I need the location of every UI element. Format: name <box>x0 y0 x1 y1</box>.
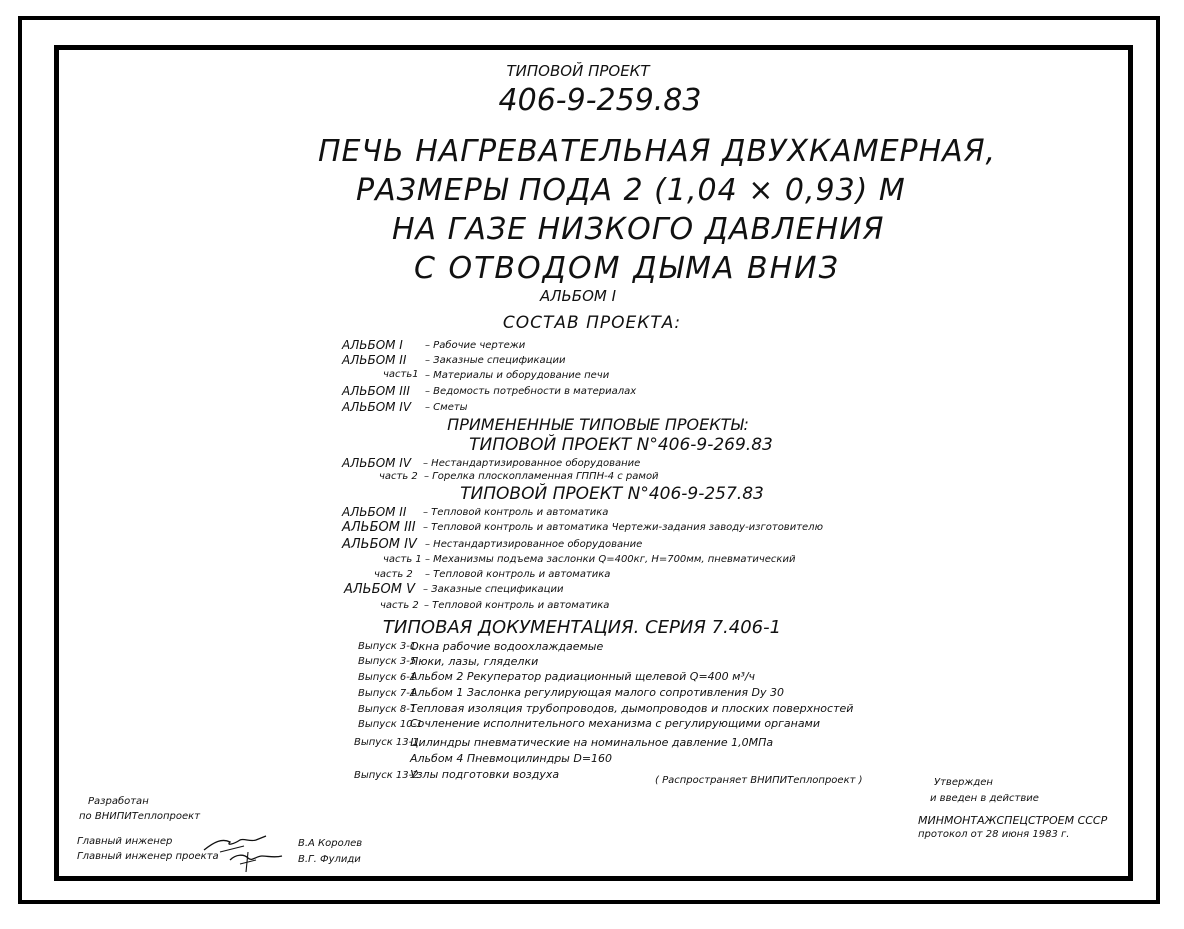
composition-text-4: – Ведомость потребности в материалах <box>425 386 637 397</box>
composition-label-3: часть1 <box>383 369 419 380</box>
series-label-4: Выпуск 7-1 <box>358 688 417 699</box>
composition-text-5: – Сметы <box>425 402 468 413</box>
approval-org: МИНМОНТАЖСПЕЦСТРОЕМ СССР <box>918 814 1108 827</box>
series-label-3: Выпуск 6-1 <box>358 672 417 683</box>
title-line-2: РАЗМЕРЫ ПОДА 2 (1,04 × 0,93) М <box>356 173 906 208</box>
composition-text-2: – Заказные спецификации <box>425 355 566 366</box>
distributor-note: ( Распространяет ВНИПИТеплопроект ) <box>655 775 863 786</box>
approval-protocol: протокол от 28 июня 1983 г. <box>918 829 1070 840</box>
applied-2-text-5: – Тепловой контроль и автоматика <box>425 569 611 580</box>
applied-2-label-4: часть 1 <box>383 554 422 565</box>
series-label-1: Выпуск 3-1 <box>358 641 417 652</box>
title-line-1: ПЕЧЬ НАГРЕВАТЕЛЬНАЯ ДВУХКАМЕРНАЯ, <box>318 134 997 169</box>
type-project-label: ТИПОВОЙ ПРОЕКТ <box>506 62 650 80</box>
applied-2-label-6: АЛЬБОМ V <box>344 582 415 597</box>
series-text-5: Тепловая изоляция трубопроводов, дымопроводов и плоских поверхностей <box>410 702 854 715</box>
composition-heading: СОСТАВ ПРОЕКТА: <box>502 313 682 333</box>
applied-project-1: ТИПОВОЙ ПРОЕКТ N°406-9-269.83 <box>469 435 773 455</box>
applied-2-text-1: – Тепловой контроль и автоматика <box>423 507 609 518</box>
composition-text-3: – Материалы и оборудование печи <box>425 370 610 381</box>
applied-1-text-1: – Нестандартизированное оборудование <box>423 458 641 469</box>
applied-2-text-2: – Тепловой контроль и автоматика Чертежи-задания заводу-изготовителю <box>423 522 823 533</box>
series-text-3: Альбом 2 Рекуператор радиационный щелевой Q=400 м³/ч <box>410 670 756 683</box>
composition-text-1: – Рабочие чертежи <box>425 340 526 351</box>
applied-2-label-7: часть 2 <box>380 600 419 611</box>
applied-2-text-3: – Нестандартизированное оборудование <box>425 539 643 550</box>
chief-project-engineer-label: Главный инженер проекта <box>77 851 219 862</box>
series-label-9: Выпуск 13-2 <box>354 770 419 781</box>
applied-heading: ПРИМЕНЕННЫЕ ТИПОВЫЕ ПРОЕКТЫ: <box>447 415 749 434</box>
series-text-8: Альбом 4 Пневмоцилиндры D=160 <box>410 752 613 765</box>
applied-2-label-2: АЛЬБОМ III <box>342 520 416 535</box>
project-number: 406-9-259.83 <box>498 83 702 118</box>
applied-1-label-2: часть 2 <box>379 471 418 482</box>
developer-line-1: Разработан <box>88 796 149 807</box>
applied-2-text-6: – Заказные спецификации <box>423 584 564 595</box>
series-label-6: Выпуск 10-1 <box>358 719 423 730</box>
applied-2-label-1: АЛЬБОМ II <box>342 505 407 519</box>
composition-label-2: АЛЬБОМ II <box>342 353 407 367</box>
developer-line-2: по ВНИПИТеплопроект <box>79 811 201 822</box>
composition-label-1: АЛЬБОМ I <box>342 338 403 352</box>
composition-label-5: АЛЬБОМ IV <box>342 400 412 414</box>
chief-engineer-label: Главный инженер <box>77 836 173 847</box>
approval-line-1: Утвержден <box>934 777 993 788</box>
series-text-1: Окна рабочие водоохлаждаемые <box>410 640 604 653</box>
chief-project-engineer-signature <box>226 846 286 874</box>
series-label-5: Выпуск 8-1 <box>358 704 417 715</box>
title-line-4: С ОТВОДОМ ДЫМА ВНИЗ <box>414 251 840 286</box>
album-label: АЛЬБОМ I <box>539 287 617 305</box>
chief-project-engineer-name: В.Г. Фулиди <box>298 854 361 865</box>
applied-project-2: ТИПОВОЙ ПРОЕКТ N°406-9-257.83 <box>460 484 764 504</box>
applied-2-label-3: АЛЬБОМ IV <box>342 537 417 552</box>
series-text-7: Цилиндры пневматические на номинальное давление 1,0МПа <box>410 736 774 749</box>
series-text-2: Люки, лазы, гляделки <box>410 655 539 668</box>
series-text-4: Альбом 1 Заслонка регулирующая малого сопротивления Dу 30 <box>410 686 784 699</box>
title-line-3: НА ГАЗЕ НИЗКОГО ДАВЛЕНИЯ <box>392 212 885 247</box>
series-text-9: Узлы подготовки воздуха <box>410 768 560 781</box>
series-text-6: Сочленение исполнительного механизма с регулирующими органами <box>410 717 821 730</box>
chief-engineer-name: В.А Королев <box>298 838 363 849</box>
applied-2-label-5: часть 2 <box>374 569 413 580</box>
composition-label-4: АЛЬБОМ III <box>342 384 410 398</box>
series-label-2: Выпуск 3-5 <box>358 656 417 667</box>
series-label-7: Выпуск 13-1 <box>354 737 419 748</box>
applied-2-text-4: – Механизмы подъема заслонки Q=400кг, H=700мм, пневматический <box>425 554 796 565</box>
approval-line-2: и введен в действие <box>930 793 1039 804</box>
applied-1-label-1: АЛЬБОМ IV <box>342 456 412 470</box>
series-heading: ТИПОВАЯ ДОКУМЕНТАЦИЯ. СЕРИЯ 7.406-1 <box>382 617 782 638</box>
applied-1-text-2: – Горелка плоскопламенная ГППН-4 с рамой <box>424 471 659 482</box>
applied-2-text-7: – Тепловой контроль и автоматика <box>424 600 610 611</box>
